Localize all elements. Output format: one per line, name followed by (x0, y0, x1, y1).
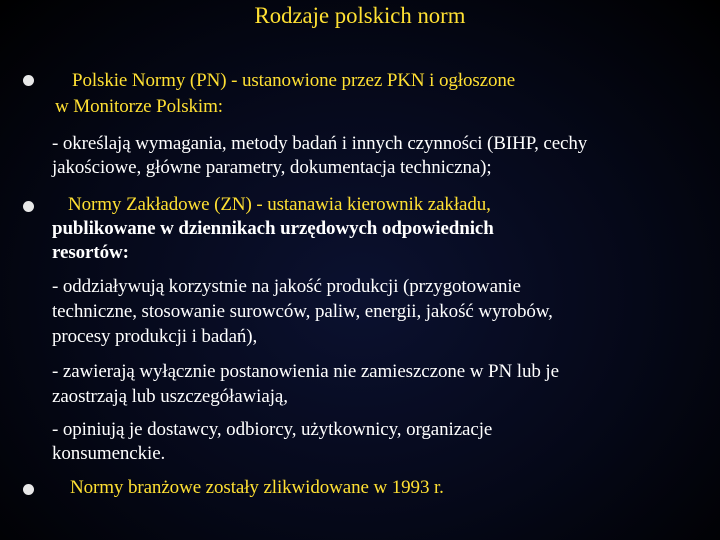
bullet-dot-icon (23, 75, 34, 86)
bullet-2-body-line-3: procesy produkcji i badań), (52, 326, 258, 347)
bullet-1-heading-line-2: w Monitorze Polskim: (55, 96, 223, 117)
bullet-2-body-line-6: - opiniują je dostawcy, odbiorcy, użytkownicy, organizacje (52, 419, 493, 440)
bullet-2-body-line-4: - zawierają wyłącznie postanowienia nie zamieszczone w PN lub je (52, 361, 559, 382)
bullet-2-heading-line-1: Normy Zakładowe (ZN) - ustanawia kierownik zakładu, (68, 194, 491, 215)
bullet-2-heading-line-2: publikowane w dziennikach urzędowych odpowiednich (52, 218, 494, 239)
bullet-1-body-line-2: jakościowe, główne parametry, dokumentacja techniczna); (52, 157, 492, 178)
bullet-dot-icon (23, 201, 34, 212)
bullet-3-heading-line-1: Normy branżowe zostały zlikwidowane w 1993 r. (70, 477, 444, 498)
slide-title: Rodzaje polskich norm (254, 3, 466, 28)
bullet-1-heading-line-1: Polskie Normy (PN) - ustanowione przez PKN i ogłoszone (72, 70, 516, 91)
bullet-2-body-line-7: konsumenckie. (52, 443, 166, 464)
bullet-2-heading-line-3: resortów: (52, 242, 129, 263)
bullet-2-body-line-5: zaostrzają lub uszczegóławiają, (52, 386, 288, 407)
bullet-1-body-line-1: - określają wymagania, metody badań i innych czynności (BIHP, cechy (52, 133, 588, 154)
bullet-2-body-line-2: techniczne, stosowanie surowców, paliw, energii, jakość wyrobów, (52, 301, 553, 322)
bullet-dot-icon (23, 484, 34, 495)
bullet-2-body-line-1: - oddziaływują korzystnie na jakość produkcji (przygotowanie (52, 276, 521, 297)
